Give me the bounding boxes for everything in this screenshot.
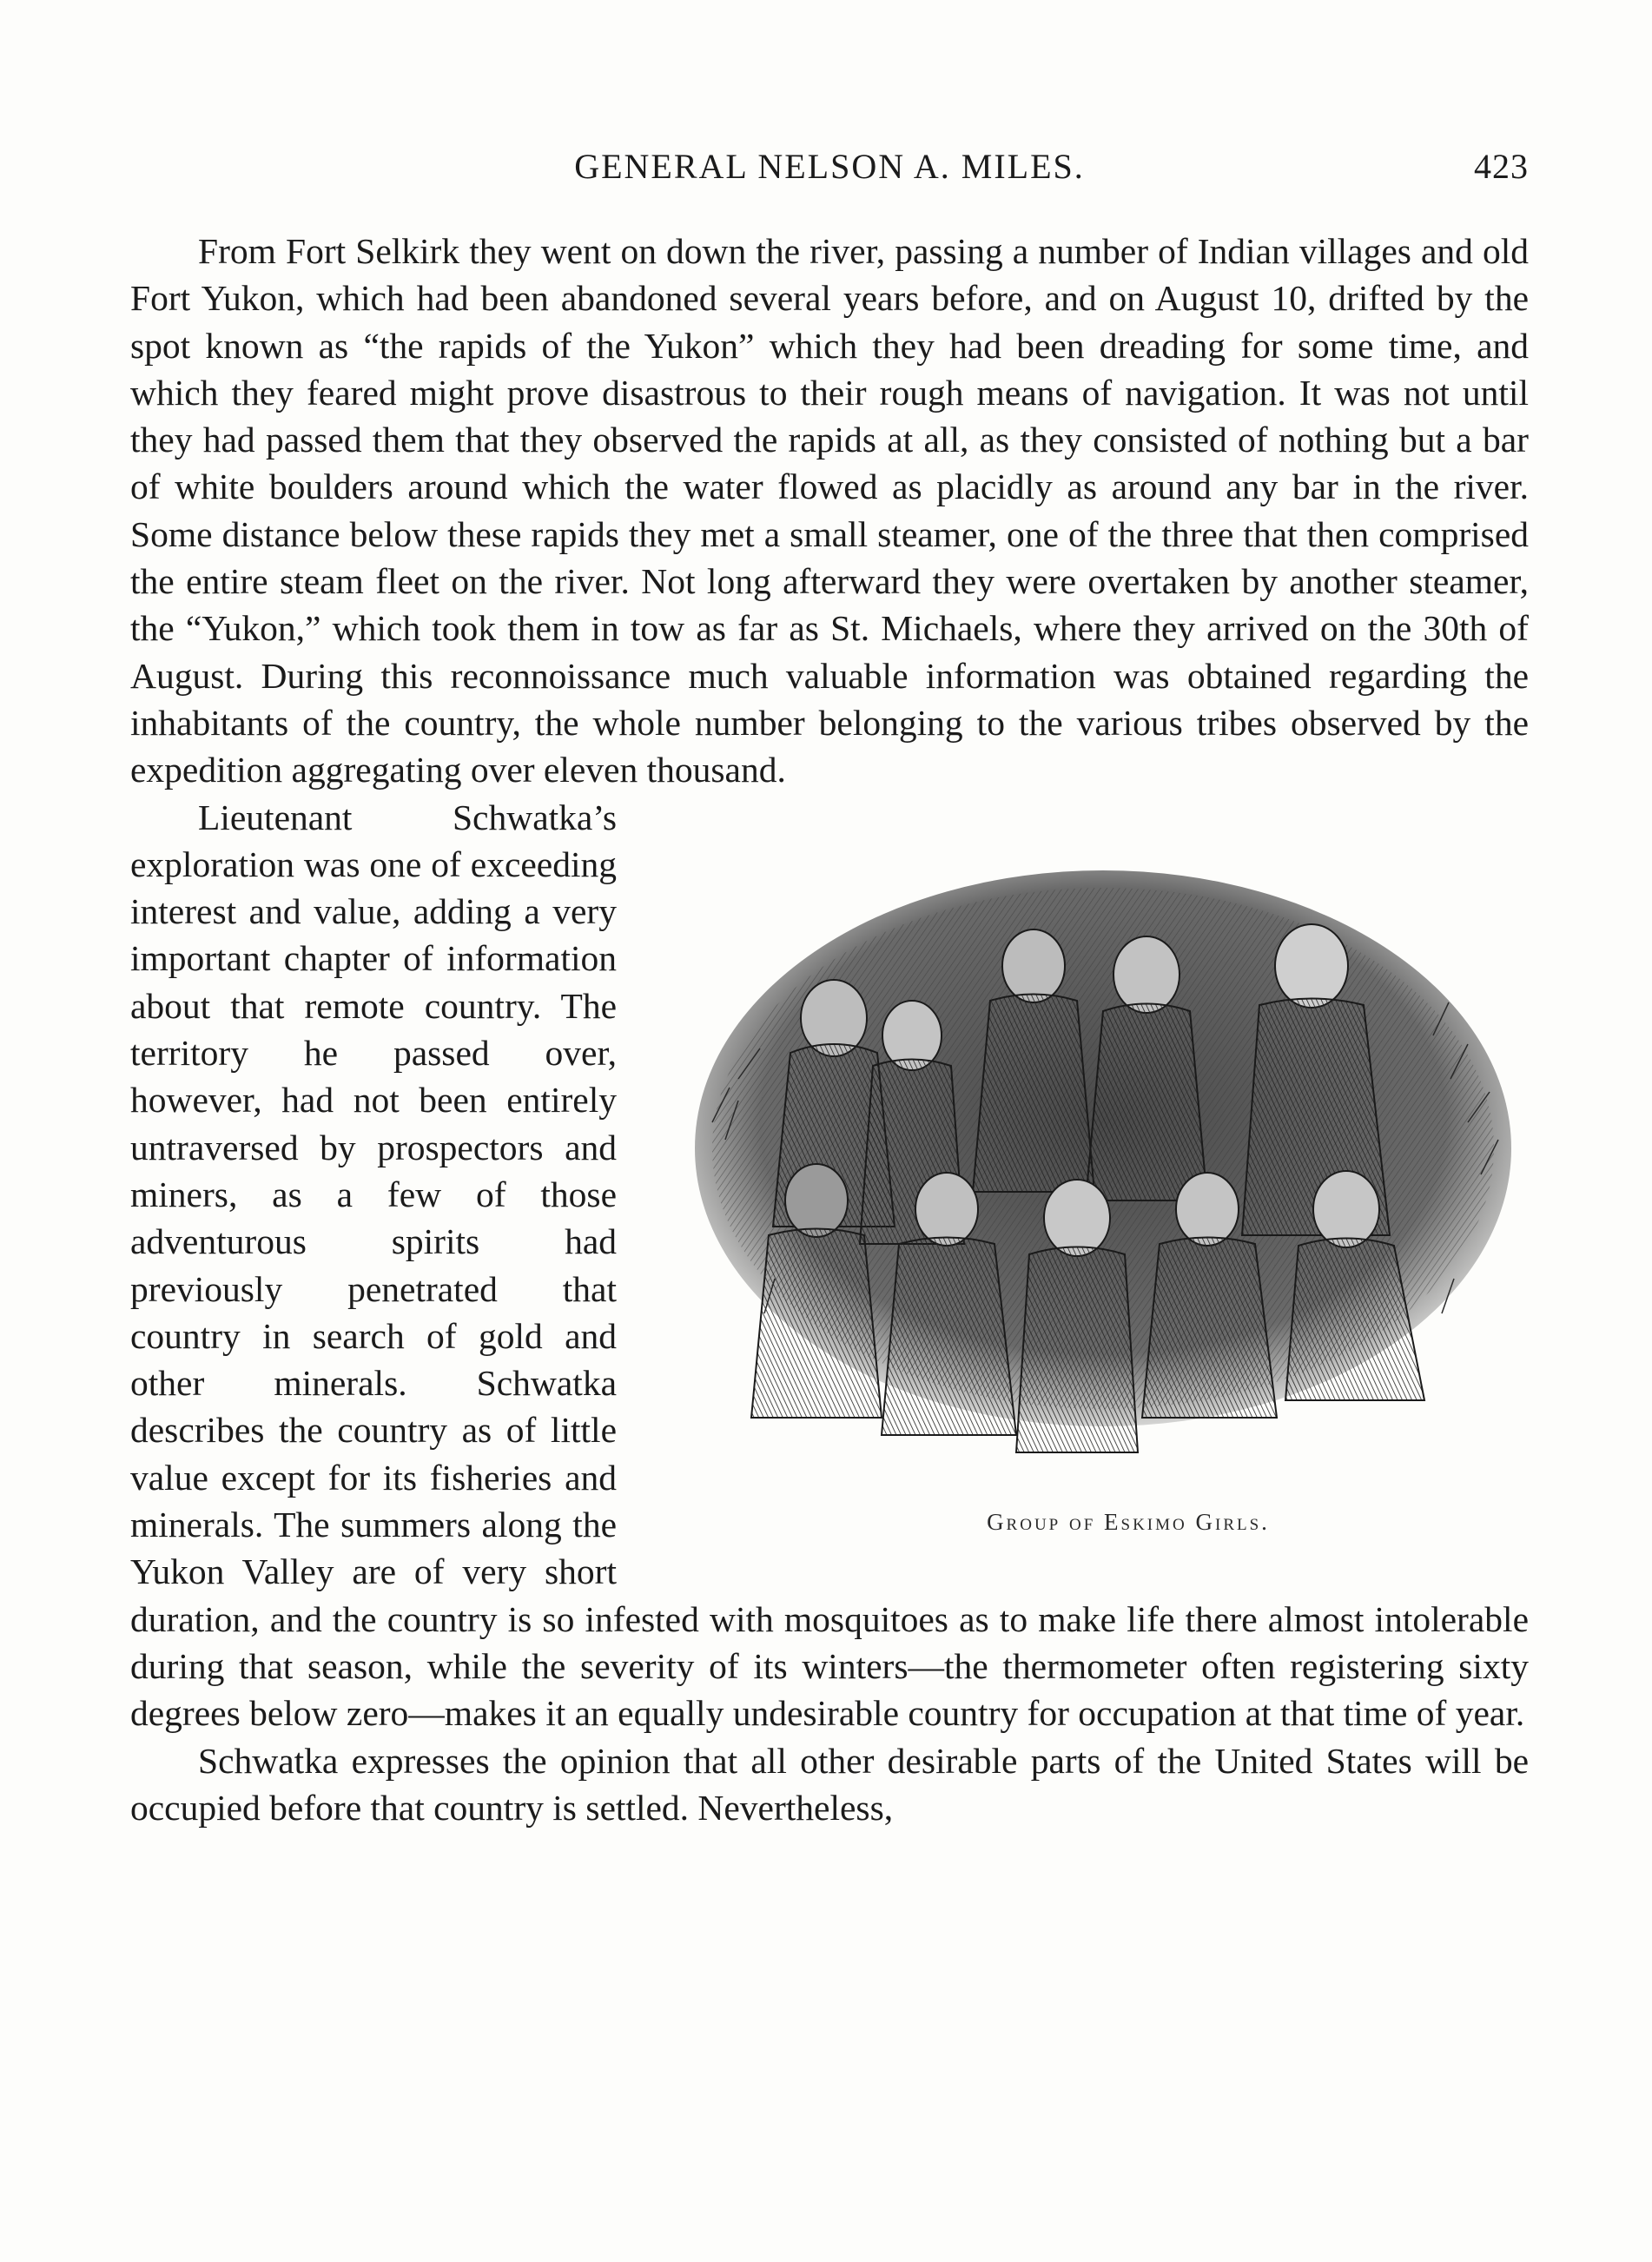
paragraph-2-text: Lieutenant Schwatka’s exploration was one of exceeding interest and value, adding a very important chapter of information about that remote country. The territory he passed over, however, had not been entirely untraversed by prospectors and miners, as a few of those adventurous spirits had previously penetrated that country in search of gold and other minerals. Schwatka describes the country as of little value except for its fisheries and minerals. The summers along the Yukon Valley are of very short duration, and the country is so infested with mosquitoes as to make life there almost intolerable during that season, while the severity of its winters—the thermometer often registering sixty degrees below zero—makes it an equally undesirable country for occupation at that time of year. [130,797,1529,1734]
page-number: 423 [1474,147,1529,186]
figure-caption: Group of Eskimo Girls. [987,1508,1270,1535]
running-head [130,146,1529,198]
running-title: GENERAL NELSON A. MILES. [574,147,1085,186]
body-text [130,228,1529,1831]
paragraph-1: From Fort Selkirk they went on down the river, passing a number of Indian villages and old Fort Yukon, which had been abandoned several years before, and on August 10, drifted by the spot known as “the rapids of the Yukon” which they had been dreading for some time, and which they feared might prove disastrous to their rough means of navigation. It was not until they had passed them that they observed the rapids at all, as they consisted of nothing but a bar of white boulders around which the water flowed as placidly as around any bar in the river. Some distance below these rapids they met a small steamer, one of the three that then comprised the entire steam fleet on the river. Not long afterward they were overtaken by another steamer, the “Yukon,” which took them in tow as far as St. Michaels, where they arrived on the 30th of August. During this reconnoissance much valuable information was obtained regarding the inhabitants of the country, the whole number belonging to the various tribes observed by the expedition aggregating over eleven thousand. [130,231,1529,790]
figure-eskimo-girls [660,862,1529,1565]
paragraph-2 [130,794,1529,1737]
paragraph-3: Schwatka expresses the opinion that all other desirable parts of the United States will be occupied before that country is settled. Nevertheless, [130,1740,1529,1828]
illustration-eskimo-girls [686,862,1520,1470]
